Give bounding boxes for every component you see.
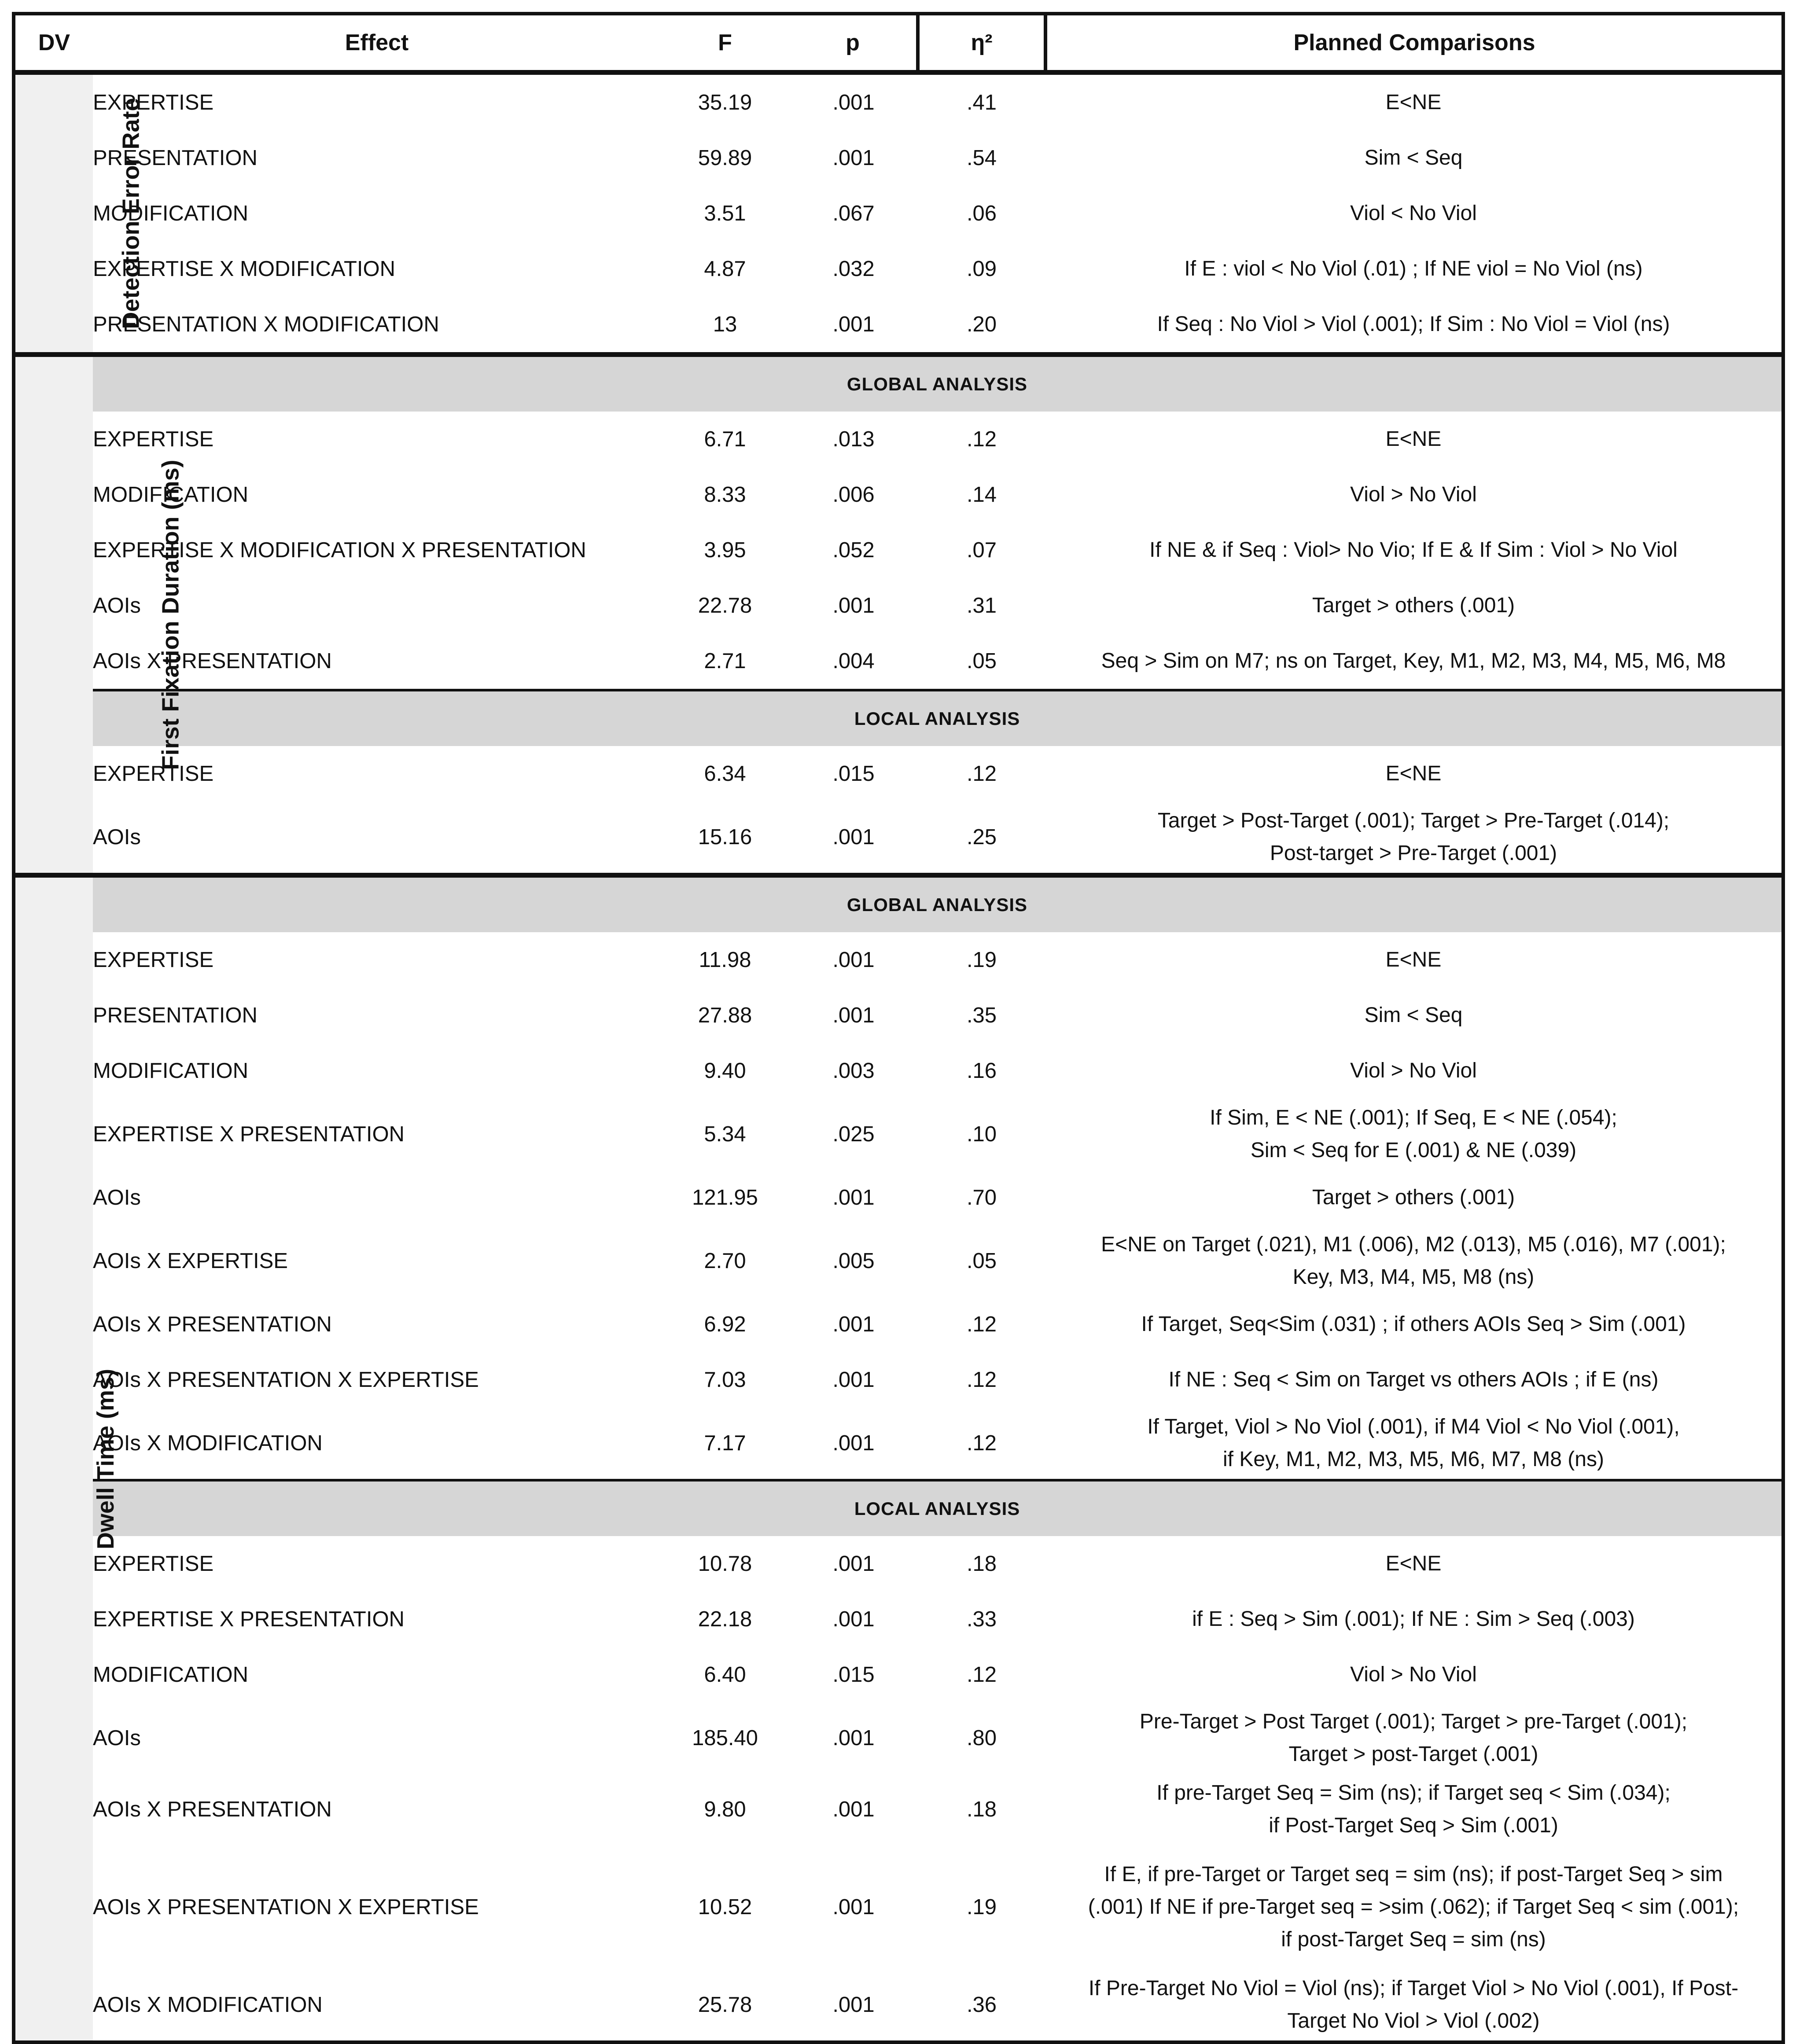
f-value-cell: 3.95 <box>704 538 746 562</box>
dv-label: Dwell Time (ms) <box>92 1368 119 1550</box>
planned-comparison-cell <box>1045 186 1783 241</box>
f-value-cell: 22.78 <box>698 594 752 618</box>
p-value-cell: .001 <box>832 1431 875 1455</box>
effect-cell: EXPERTISE <box>93 1552 214 1576</box>
section-header-row <box>14 690 1783 746</box>
table-row <box>14 467 1783 522</box>
f-value-cell: 13 <box>713 312 737 336</box>
table-row <box>14 522 1783 578</box>
planned-comparison-cell <box>1045 746 1783 801</box>
comparison-line: Sim < Seq <box>1364 146 1463 169</box>
comparison-line: Viol > No Viol <box>1350 1059 1477 1082</box>
anova-results-table <box>12 12 1785 2044</box>
eta-squared-cell: .12 <box>966 427 997 451</box>
f-value-cell: 7.17 <box>704 1431 746 1455</box>
comparison-line: If E, if pre-Target or Target seq = sim (ns); if post-Target Seq > sim <box>1104 1863 1723 1886</box>
effect-cell: EXPERTISE <box>93 762 214 786</box>
p-value-cell: .001 <box>832 1607 875 1631</box>
table-row <box>14 1969 1783 2042</box>
comparison-line: Post-target > Pre-Target (.001) <box>1270 842 1557 865</box>
f-value-cell: 8.33 <box>704 483 746 507</box>
planned-comparison-cell <box>1045 1099 1783 1170</box>
f-value-cell: 11.98 <box>699 948 751 972</box>
eta-squared-cell: .18 <box>966 1798 997 1821</box>
planned-comparison-cell <box>1045 1969 1783 2042</box>
comparison-line: Pre-Target > Post Target (.001); Target > pre-Target (.001); <box>1139 1710 1688 1733</box>
comparison-line: E<NE <box>1385 427 1442 451</box>
header-f: F <box>661 14 789 73</box>
f-value-cell: 5.34 <box>704 1122 746 1146</box>
f-value-cell: 35.19 <box>698 91 752 114</box>
planned-comparison-cell <box>1045 1352 1783 1408</box>
p-value-cell: .001 <box>832 948 875 972</box>
eta-squared-cell: .70 <box>966 1186 997 1209</box>
effect-cell: AOIs <box>93 825 141 849</box>
table-row <box>14 932 1783 988</box>
comparison-line: Target > others (.001) <box>1312 1186 1515 1209</box>
f-value-cell: 9.80 <box>704 1798 746 1821</box>
planned-comparison-cell <box>1045 1225 1783 1297</box>
planned-comparison-cell <box>1045 73 1783 131</box>
comparison-line: if E : Seq > Sim (.001); If NE : Sim > Seq (.003) <box>1192 1607 1635 1631</box>
comparison-line: Key, M3, M4, M5, M8 (ns) <box>1292 1265 1535 1289</box>
planned-comparison-cell <box>1045 1592 1783 1647</box>
f-value-cell: 6.40 <box>704 1663 746 1687</box>
header-row <box>14 14 1783 73</box>
effect-cell: AOIs <box>93 594 141 618</box>
planned-comparison-cell <box>1045 412 1783 467</box>
effect-cell: MODIFICATION <box>93 483 248 507</box>
effect-cell: EXPERTISE X PRESENTATION <box>93 1122 405 1146</box>
comparison-line: Sim < Seq for E (.001) & NE (.039) <box>1250 1139 1577 1162</box>
p-value-cell: .032 <box>832 257 875 281</box>
planned-comparison-cell <box>1045 1647 1783 1702</box>
planned-comparison-cell <box>1045 1408 1783 1480</box>
table-row <box>14 1592 1783 1647</box>
header-dv: DV <box>14 14 93 73</box>
p-value-cell: .001 <box>832 1552 875 1576</box>
comparison-line: Target > Post-Target (.001); Target > Pre-Target (.014); <box>1157 809 1670 832</box>
section-title: LOCAL ANALYSIS <box>93 690 1783 746</box>
effect-cell: AOIs X MODIFICATION <box>93 1431 323 1455</box>
dv-label-cell <box>14 73 144 355</box>
p-value-cell: .013 <box>832 427 875 451</box>
eta-squared-cell: .20 <box>966 312 997 336</box>
table-row <box>14 1043 1783 1099</box>
p-value-cell: .015 <box>832 1663 875 1687</box>
planned-comparison-cell <box>1045 1170 1783 1225</box>
comparison-line: If Target, Seq<Sim (.031) ; if others AOIs Seq > Sim (.001) <box>1141 1312 1686 1336</box>
section-title: LOCAL ANALYSIS <box>93 1480 1783 1536</box>
table-row <box>14 988 1783 1043</box>
p-value-cell: .001 <box>832 1312 875 1336</box>
eta-squared-cell: .36 <box>966 1993 997 2017</box>
p-value-cell: .005 <box>832 1249 875 1273</box>
eta-squared-cell: .12 <box>966 1663 997 1687</box>
effect-cell: MODIFICATION <box>93 1663 248 1687</box>
dv-label: First Fixation Duration (ms) <box>157 460 184 770</box>
comparison-line: Seq > Sim on M7; ns on Target, Key, M1, M2, M3, M4, M5, M6, M8 <box>1101 649 1726 673</box>
planned-comparison-cell <box>1045 522 1783 578</box>
eta-squared-cell: .19 <box>966 948 997 972</box>
f-value-cell: 4.87 <box>704 257 746 281</box>
p-value-cell: .067 <box>832 202 875 225</box>
header-eta-squared: η² <box>918 14 1045 73</box>
comparison-line: if Post-Target Seq > Sim (.001) <box>1269 1814 1558 1837</box>
eta-squared-cell: .12 <box>966 1368 997 1392</box>
eta-squared-cell: .33 <box>966 1607 997 1631</box>
comparison-line: E<NE on Target (.021), M1 (.006), M2 (.013), M5 (.016), M7 (.001); <box>1101 1233 1726 1256</box>
f-value-cell: 6.34 <box>704 762 746 786</box>
comparison-line: Viol < No Viol <box>1350 202 1477 225</box>
comparison-line: E<NE <box>1385 762 1442 785</box>
effect-cell: AOIs <box>93 1186 141 1209</box>
effect-cell: AOIs X EXPERTISE <box>93 1249 288 1273</box>
table-row <box>14 186 1783 241</box>
eta-squared-cell: .12 <box>966 762 997 786</box>
planned-comparison-cell <box>1045 1702 1783 1774</box>
eta-squared-cell: .19 <box>966 1895 997 1919</box>
p-value-cell: .001 <box>832 1368 875 1392</box>
table-row <box>14 801 1783 875</box>
f-value-cell: 9.40 <box>704 1059 746 1083</box>
effect-cell: EXPERTISE <box>93 91 214 114</box>
p-value-cell: .001 <box>832 1004 875 1027</box>
comparison-line: If E : viol < No Viol (.01) ; If NE viol = No Viol (ns) <box>1184 257 1643 280</box>
eta-squared-cell: .10 <box>966 1122 997 1146</box>
comparison-line: if post-Target Seq = sim (ns) <box>1281 1928 1546 1951</box>
p-value-cell: .001 <box>832 1726 875 1750</box>
planned-comparison-cell <box>1045 241 1783 297</box>
eta-squared-cell: .18 <box>966 1552 997 1576</box>
table-row <box>14 297 1783 355</box>
table-row <box>14 1536 1783 1592</box>
p-value-cell: .001 <box>832 594 875 618</box>
comparison-line: (.001) If NE if pre-Target seq = >sim (.062); if Target Seq < sim (.001); <box>1088 1895 1739 1919</box>
table-row <box>14 1408 1783 1480</box>
f-value-cell: 59.89 <box>698 146 752 170</box>
f-value-cell: 25.78 <box>698 1993 752 2017</box>
header-p: p <box>789 14 918 73</box>
eta-squared-cell: .41 <box>966 91 997 114</box>
eta-squared-cell: .06 <box>966 202 997 225</box>
table-row <box>14 1170 1783 1225</box>
f-value-cell: 6.92 <box>704 1312 746 1336</box>
comparison-line: Viol > No Viol <box>1350 1663 1477 1686</box>
header-effect: Effect <box>93 14 661 73</box>
comparison-line: If pre-Target Seq = Sim (ns); if Target seq < Sim (.034); <box>1156 1781 1671 1805</box>
p-value-cell: .025 <box>832 1122 875 1146</box>
eta-squared-cell: .16 <box>966 1059 997 1083</box>
comparison-line: If NE : Seq < Sim on Target vs others AOIs ; if E (ns) <box>1168 1368 1659 1391</box>
effect-cell: PRESENTATION <box>93 1004 258 1027</box>
effect-cell: AOIs X PRESENTATION <box>93 1312 332 1336</box>
table-row <box>14 1352 1783 1408</box>
effect-cell: AOIs X PRESENTATION X EXPERTISE <box>93 1368 479 1392</box>
section-title: GLOBAL ANALYSIS <box>93 355 1783 412</box>
planned-comparison-cell <box>1045 988 1783 1043</box>
p-value-cell: .001 <box>832 1186 875 1209</box>
effect-cell: PRESENTATION <box>93 146 258 170</box>
p-value-cell: .015 <box>832 762 875 786</box>
section-header-row <box>14 1480 1783 1536</box>
table-body <box>14 73 1783 2043</box>
header-planned-comparisons: Planned Comparisons <box>1045 14 1783 73</box>
planned-comparison-cell <box>1045 932 1783 988</box>
table-row <box>14 241 1783 297</box>
p-value-cell: .001 <box>832 146 875 170</box>
comparison-line: If Seq : No Viol > Viol (.001); If Sim : No Viol = Viol (ns) <box>1157 312 1670 336</box>
table-row <box>14 1774 1783 1845</box>
eta-squared-cell: .12 <box>966 1431 997 1455</box>
f-value-cell: 185.40 <box>692 1726 758 1750</box>
eta-squared-cell: .35 <box>966 1004 997 1027</box>
comparison-line: If NE & if Seq : Viol> No Vio; If E & If Sim : Viol > No Viol <box>1149 538 1678 562</box>
planned-comparison-cell <box>1045 1043 1783 1099</box>
effect-cell: AOIs <box>93 1726 141 1750</box>
section-header-row <box>14 355 1783 412</box>
section-title: GLOBAL ANALYSIS <box>93 875 1783 933</box>
comparison-line: If Pre-Target No Viol = Viol (ns); if Target Viol > No Viol (.001), If Post- <box>1088 1977 1739 2000</box>
comparison-line: If Sim, E < NE (.001); If Seq, E < NE (.054); <box>1210 1106 1617 1129</box>
eta-squared-cell: .31 <box>966 594 997 618</box>
table-row <box>14 1647 1783 1702</box>
effect-cell: AOIs X PRESENTATION <box>93 1798 332 1821</box>
comparison-line: E<NE <box>1385 91 1442 114</box>
planned-comparison-cell <box>1045 633 1783 690</box>
comparison-line: Target > post-Target (.001) <box>1288 1743 1538 1766</box>
planned-comparison-cell <box>1045 578 1783 633</box>
f-value-cell: 6.71 <box>704 427 746 451</box>
planned-comparison-cell <box>1045 1774 1783 1845</box>
comparison-line: If Target, Viol > No Viol (.001), if M4 Viol < No Viol (.001), <box>1147 1415 1680 1438</box>
p-value-cell: .001 <box>832 91 875 114</box>
planned-comparison-cell <box>1045 1297 1783 1352</box>
f-value-cell: 2.70 <box>704 1249 746 1273</box>
comparison-line: Viol > No Viol <box>1350 483 1477 506</box>
table-row <box>14 1845 1783 1969</box>
comparison-line: Target > others (.001) <box>1312 594 1515 617</box>
f-value-cell: 27.88 <box>698 1004 752 1027</box>
planned-comparison-cell <box>1045 467 1783 522</box>
p-value-cell: .006 <box>832 483 875 507</box>
eta-squared-cell: .07 <box>966 538 997 562</box>
table-row <box>14 578 1783 633</box>
planned-comparison-cell <box>1045 130 1783 186</box>
eta-squared-cell: .05 <box>966 649 997 673</box>
p-value-cell: .004 <box>832 649 875 673</box>
f-value-cell: 10.52 <box>698 1895 752 1919</box>
table-row <box>14 130 1783 186</box>
planned-comparison-cell <box>1045 801 1783 875</box>
effect-cell: AOIs X MODIFICATION <box>93 1993 323 2017</box>
effect-cell: PRESENTATION X MODIFICATION <box>93 312 439 336</box>
p-value-cell: .001 <box>832 1993 875 2017</box>
planned-comparison-cell <box>1045 1845 1783 1969</box>
eta-squared-cell: .12 <box>966 1312 997 1336</box>
eta-squared-cell: .14 <box>966 483 997 507</box>
f-value-cell: 10.78 <box>698 1552 752 1576</box>
p-value-cell: .003 <box>832 1059 875 1083</box>
comparison-line: Target No Viol > Viol (.002) <box>1287 2009 1540 2033</box>
effect-cell: EXPERTISE <box>93 427 214 451</box>
p-value-cell: .052 <box>832 538 875 562</box>
section-header-row <box>14 875 1783 933</box>
p-value-cell: .001 <box>832 1798 875 1821</box>
f-value-cell: 2.71 <box>704 649 746 673</box>
eta-squared-cell: .80 <box>966 1726 997 1750</box>
eta-squared-cell: .25 <box>966 825 997 849</box>
f-value-cell: 22.18 <box>698 1607 752 1631</box>
planned-comparison-cell <box>1045 297 1783 355</box>
planned-comparison-cell <box>1045 1536 1783 1592</box>
effect-cell: MODIFICATION <box>93 202 248 225</box>
effect-cell: EXPERTISE <box>93 948 214 972</box>
table-row <box>14 1225 1783 1297</box>
table-row <box>14 1702 1783 1774</box>
effect-cell: MODIFICATION <box>93 1059 248 1083</box>
comparison-line: if Key, M1, M2, M3, M5, M6, M7, M8 (ns) <box>1223 1448 1604 1471</box>
effect-cell: EXPERTISE X MODIFICATION X PRESENTATION <box>93 538 586 562</box>
table-row <box>14 1099 1783 1170</box>
effect-cell: AOIs X PRESENTATION <box>93 649 332 673</box>
p-value-cell: .001 <box>832 825 875 849</box>
comparison-line: Sim < Seq <box>1364 1004 1463 1027</box>
eta-squared-cell: .09 <box>966 257 997 281</box>
f-value-cell: 15.16 <box>698 825 752 849</box>
table-row <box>14 412 1783 467</box>
table-row <box>14 633 1783 690</box>
effect-cell: EXPERTISE X PRESENTATION <box>93 1607 405 1631</box>
f-value-cell: 121.95 <box>692 1186 758 1209</box>
comparison-line: E<NE <box>1385 948 1442 971</box>
effect-cell: AOIs X PRESENTATION X EXPERTISE <box>93 1895 479 1919</box>
eta-squared-cell: .05 <box>966 1249 997 1273</box>
dv-label: Detection Error Rate <box>118 98 144 329</box>
eta-squared-cell: .54 <box>966 146 997 170</box>
f-value-cell: 3.51 <box>704 202 746 225</box>
f-value-cell: 7.03 <box>704 1368 746 1392</box>
comparison-line: E<NE <box>1385 1552 1442 1575</box>
p-value-cell: .001 <box>832 1895 875 1919</box>
table-row <box>14 73 1783 131</box>
table-row <box>14 746 1783 801</box>
p-value-cell: .001 <box>832 312 875 336</box>
table-row <box>14 1297 1783 1352</box>
effect-cell: EXPERTISE X MODIFICATION <box>93 257 396 281</box>
